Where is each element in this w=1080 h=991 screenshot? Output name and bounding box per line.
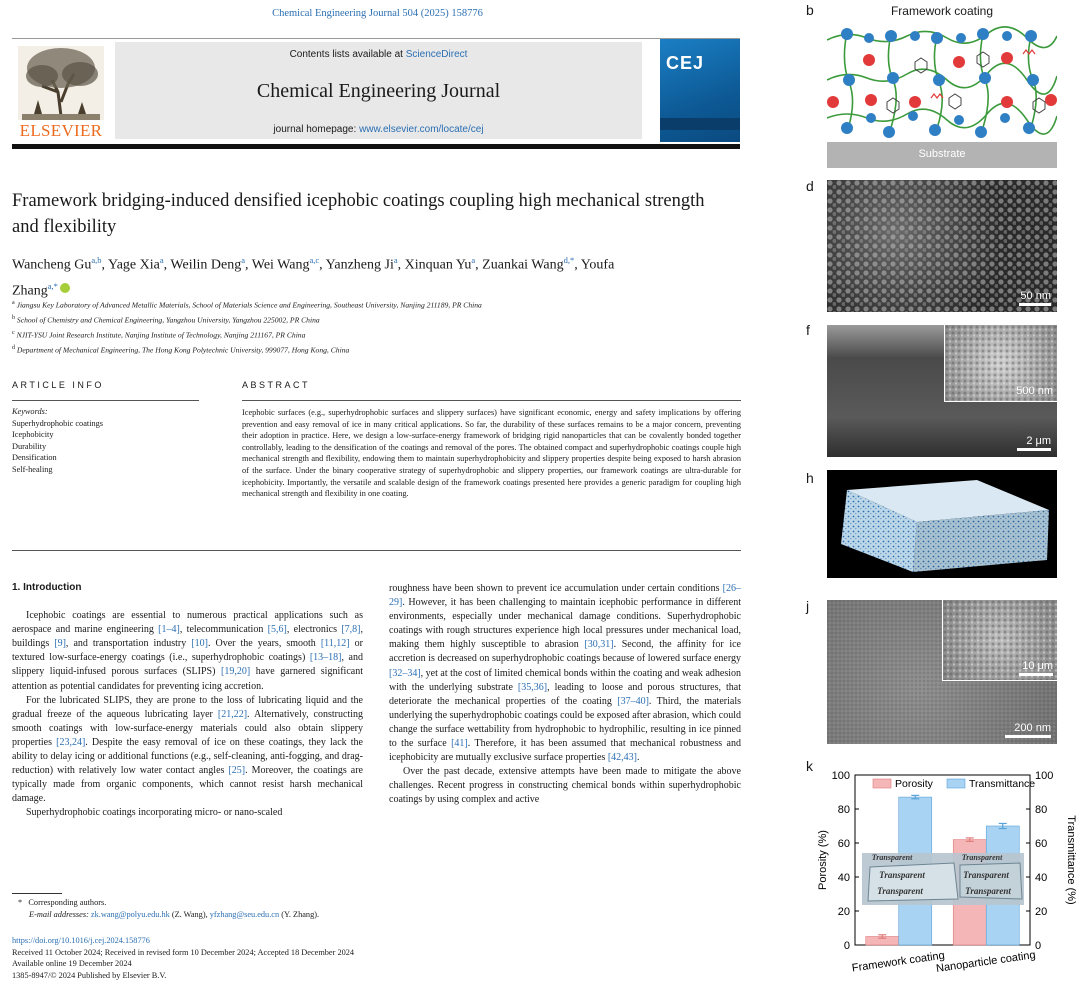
reference-link[interactable]: [10] <box>191 638 208 650</box>
reference-link[interactable]: [5,6] <box>267 624 287 636</box>
author-affiliation-mark[interactable]: a,c <box>309 255 320 265</box>
paragraph-text: , leading to loose and porous structures, that deteriorate the mechanical properties of the coating <box>389 681 741 707</box>
paragraph-text: Over the past decade, extensive attempts have been made to mitigate the above challenges. Recent progress in constructing chemical bonds within superhydrophobic coatings by using complex and active <box>389 766 741 806</box>
paragraph <box>12 609 363 694</box>
tem-image <box>827 180 1057 312</box>
author-affiliation-mark[interactable]: a <box>159 255 164 265</box>
affiliation-mark: d <box>12 345 15 352</box>
paragraph-text: . Over the years, smooth <box>207 638 321 650</box>
author-affiliation-mark[interactable]: d,* <box>563 255 575 265</box>
paragraph-text: , electronics <box>286 624 342 636</box>
author-name[interactable]: Youfa Zhang <box>12 257 615 299</box>
panel-f-inset-scale-label: 500 nm <box>1016 385 1053 397</box>
body-column-left <box>12 581 363 821</box>
paragraph-text: . Third, the materials underlying the superhydrophobic coatings could be exposed after abrasion, which could change the surface wettability from hydrophobic to hydrophilic, resulting in ice pinned to the surface <box>389 695 741 750</box>
affiliation-mark: a <box>12 300 15 306</box>
author-name[interactable]: Yanzheng Ji <box>325 257 394 273</box>
transparent-label: Transparent <box>963 870 1009 880</box>
article-info-rule <box>12 400 199 401</box>
affiliation-text: NJIT-YSU Joint Research Institute, Nanjing Institute of Technology, Nanjing 211167, PR China <box>16 330 306 340</box>
keyword-item: Densification <box>12 453 57 463</box>
journal-cover[interactable] <box>660 39 740 142</box>
copyright: 1385-8947/© 2024 Published by Elsevier B.V. <box>12 970 167 980</box>
panel-j-inset-scale-label: 10 μm <box>1022 660 1053 672</box>
author-name[interactable]: Yage Xia <box>108 257 160 273</box>
paragraph <box>389 582 741 765</box>
author-name[interactable]: Weilin Deng <box>170 257 242 273</box>
paragraph <box>12 806 363 820</box>
paragraph-text: . Second, the affinity for ice accretion is decreased on superhydrophobic coatings because of lowered surface energy <box>389 639 741 665</box>
email-label: E-mail addresses: <box>29 910 91 919</box>
available-online: Available online 19 December 2024 <box>12 959 132 968</box>
homepage-link[interactable]: www.elsevier.com/locate/cej <box>359 124 484 135</box>
author-separator: , <box>163 257 171 273</box>
affiliation-item <box>12 297 712 312</box>
panel-d-scale <box>1019 290 1051 306</box>
footnote-label: Corresponding authors. <box>28 898 107 907</box>
author-name[interactable]: Wei Wang <box>251 257 310 273</box>
affiliation-item <box>12 342 712 357</box>
column-left-text <box>12 609 363 820</box>
transparent-label: Transparent <box>877 886 923 896</box>
keyword-list <box>12 418 199 476</box>
reference-link[interactable]: [25] <box>228 765 246 777</box>
reference-link[interactable]: [7,8] <box>341 624 361 636</box>
affiliation-mark: c <box>12 330 15 337</box>
figure-column <box>800 0 1080 991</box>
author-name[interactable]: Xinquan Yu <box>404 257 472 273</box>
author-separator: , <box>574 257 581 273</box>
reference-link[interactable]: [11,12] <box>320 638 350 650</box>
panel-f-scale <box>1017 435 1051 451</box>
panel-j-scale <box>1005 722 1051 738</box>
reference-link[interactable]: [42,43] <box>607 752 637 764</box>
abstract-text: Icephobic surfaces (e.g., superhydrophobic surfaces and slippery surfaces) have significant economic, energy and safety implications by offering prevention and easy removal of ice in many critical applications. So far, the durability of these surfaces remains to be a major concern, preventing their adoption in practice. Here, we design a low-surface-energy framework of bridging rigid nanoparticles that can be covalently bonded together controllably, leading to the densification of the coatings and removal of the pores. The obtained compact and superhydrophobic coatings couple high mechanical strength and flexibility, endowing them to maintain superhydrophobicity and slippery properties despite being exposed to harsh abrasion of the surface. Under the binary cooperative strategy of superhydrophobic and slippery properties, our framework coatings are ultra-durable for icephobicity. Importantly, the versatile and scalable design of the framework coatings presented here provides a generic paradigm for coupling high mechanical strength and flexibility in one coating. <box>242 408 741 499</box>
column-right-text <box>389 582 741 808</box>
transparent-label: Transparent <box>871 853 913 862</box>
panel-h-letter: h <box>806 470 814 486</box>
orcid-icon[interactable] <box>60 283 70 293</box>
email-owner-wang: (Z. Wang), <box>169 910 210 919</box>
footnote-rule <box>12 893 62 894</box>
y-tick-label: 80 <box>837 804 850 816</box>
cover-label: CEJ <box>666 53 705 73</box>
author-separator: , <box>244 257 252 273</box>
panel-j-letter: j <box>806 598 810 614</box>
author-affiliation-mark[interactable]: a,* <box>47 280 58 291</box>
paragraph-text: , and slippery liquid-infused porous surfaces (SLIPS) <box>12 652 363 678</box>
legend-label-porosity: Porosity <box>895 778 933 790</box>
reference-link[interactable]: [26–29] <box>389 583 741 609</box>
panel-j-inset-scale-bar <box>1019 673 1053 676</box>
transparent-label: Transparent <box>965 886 1011 896</box>
keywords-label: Keywords: <box>12 407 48 416</box>
reference-link[interactable]: [41] <box>451 738 468 750</box>
paragraph-text: For the lubricated SLIPS, they are prone to the loss of lubricating liquid and the gradual freeze of the aqueous lubricating layer <box>12 694 363 720</box>
y2-tick-label: 40 <box>1035 872 1048 884</box>
legend-swatch-porosity <box>873 779 891 788</box>
paragraph-text: have garnered significant attention as potential candidates for preventing icing accretion. <box>12 666 363 692</box>
transparent-label: Transparent <box>961 853 1003 862</box>
contents-prefix: Contents lists available at <box>289 49 406 60</box>
sciencedirect-link[interactable]: ScienceDirect <box>405 49 468 60</box>
reference-link[interactable]: [32–34] <box>389 667 421 679</box>
reference-link[interactable]: [9] <box>54 638 66 650</box>
footnotes <box>12 897 612 921</box>
transparent-label: Transparent <box>879 870 925 880</box>
paragraph <box>389 765 741 807</box>
homepage-prefix: journal homepage: <box>273 124 360 135</box>
reference-link[interactable]: [19,20] <box>221 666 251 678</box>
journal-name: Chemical Engineering Journal <box>256 80 501 102</box>
x-category-label: Nanoparticle coating <box>935 949 1037 975</box>
reference-link[interactable]: [37–40] <box>617 695 649 707</box>
panel-f-scale-bar <box>1017 448 1051 451</box>
y-tick-label: 0 <box>843 940 850 952</box>
doi-link[interactable]: https://doi.org/10.1016/j.cej.2024.158776 <box>12 936 150 945</box>
author-separator: , <box>475 257 483 273</box>
paragraph-text: Icephobic coatings are essential to numerous practical applications such as aerospace and marine engineering <box>12 610 363 636</box>
reference-link[interactable]: [13–18] <box>309 652 342 664</box>
y2-tick-label: 100 <box>1035 770 1054 782</box>
paragraph <box>12 694 363 807</box>
footnote-mark: * <box>18 898 23 907</box>
journal-header <box>12 38 740 149</box>
paragraph-text: . Despite the easy removal of ice on these coatings, they lack the ability to delay icing or additional functions (e.g., self-cleaning, anti-fogging, and drag-reduction) with relatively low water contact angles <box>12 736 363 777</box>
sem-cross-section <box>827 325 1057 457</box>
affiliation-list <box>12 297 712 357</box>
legend-label-transmittance: Transmittance <box>969 778 1036 790</box>
author-name[interactable]: Wancheng Gu <box>12 257 92 273</box>
author-affiliation-mark[interactable]: a <box>241 255 245 265</box>
reference-link[interactable]: [35,36] <box>517 681 548 693</box>
paragraph-text: or textured low-surface-energy coatings (i.e., superhydrophobic coatings) <box>12 638 363 664</box>
3d-reconstruction <box>827 470 1057 578</box>
paragraph-text: , telecommunication <box>179 624 268 636</box>
contents-line <box>115 49 642 60</box>
y2-tick-label: 0 <box>1035 940 1042 952</box>
author-separator: , <box>397 257 405 273</box>
panel-j-scale-bar <box>1005 735 1051 738</box>
paragraph-text: Superhydrophobic coatings incorporating micro- or nano-scaled <box>26 807 283 819</box>
elsevier-wordmark: ELSEVIER <box>19 121 103 140</box>
panel-f-scale-label: 2 μm <box>1026 435 1051 447</box>
author-list <box>12 250 632 301</box>
affiliation-mark: b <box>12 315 15 322</box>
y-axis-label: Porosity (%) <box>817 830 829 890</box>
panel-f-inset-scale <box>1016 385 1053 397</box>
y2-axis-label: Transmittance (%) <box>1065 815 1077 905</box>
keyword-item: Superhydrophobic coatings <box>12 418 104 428</box>
panel-b-letter: b <box>806 2 814 18</box>
homepage-line <box>115 124 642 135</box>
paragraph-text: . <box>636 752 640 764</box>
y-tick-label: 20 <box>837 906 850 918</box>
sem-surface <box>827 600 1057 744</box>
substrate-label: Substrate <box>918 148 966 160</box>
panel-j-inset <box>942 600 1057 681</box>
panel-f-letter: f <box>806 322 810 338</box>
y2-tick-label: 80 <box>1035 804 1048 816</box>
abstract-heading: ABSTRACT <box>242 380 311 390</box>
section-heading-introduction: 1. Introduction <box>12 582 82 593</box>
abstract-rule <box>242 400 741 401</box>
y2-tick-label: 20 <box>1035 906 1048 918</box>
email-link-wang[interactable]: zk.wang@polyu.edu.hk <box>90 910 170 919</box>
author-separator: , <box>319 257 326 273</box>
reference-link[interactable]: [23,24] <box>56 736 86 748</box>
y-tick-label: 40 <box>837 872 850 884</box>
author-separator: , <box>101 257 108 273</box>
panel-j-scale-label: 200 nm <box>1014 722 1051 734</box>
affiliation-text: School of Chemistry and Chemical Engineering, Yangzhou University, Yangzhou 225002, PR China <box>16 315 320 325</box>
porosity-transmittance-chart <box>800 755 1080 991</box>
email-owner-zhang: (Y. Zhang). <box>279 910 320 919</box>
paragraph-text: . Alternatively, constructing smooth coatings with low-surface-energy materials could also obtain slippery properties <box>12 708 363 748</box>
panel-j-inset-scale <box>1019 660 1053 676</box>
reference-link[interactable]: [21,22] <box>217 708 248 720</box>
keywords-block <box>12 406 199 476</box>
journal-banner <box>115 42 642 139</box>
author-name[interactable]: Zuankai Wang <box>482 257 564 273</box>
article-title: Framework bridging-induced densified icephobic coatings coupling high mechanical strength and flexibility <box>12 191 705 237</box>
panel-d-scale-bar <box>1019 303 1051 306</box>
author-affiliation-mark[interactable]: a,b <box>91 255 102 265</box>
email-link-zhang[interactable]: yfzhang@seu.edu.cn <box>209 910 280 919</box>
affiliation-text: Jiangsu Key Laboratory of Advanced Metallic Materials, School of Materials Science and Engineering, Southeast University, Nanjing 211189, PR China <box>16 300 482 310</box>
author-affiliation-mark[interactable]: a <box>393 255 398 265</box>
paragraph-text: roughness have been shown to prevent ice accumulation under certain conditions <box>389 583 723 594</box>
paragraph-text: . Moreover, the coatings are typically made from organic components, which cannot resist harsh mechanical damage. <box>12 765 363 805</box>
journal-citation[interactable]: Chemical Engineering Journal 504 (2025) 158776 <box>272 8 483 19</box>
body-column-right <box>389 582 741 808</box>
header-rule <box>12 144 740 149</box>
keyword-item: Self-healing <box>12 464 53 474</box>
panel-d-scale-label: 50 nm <box>1020 290 1051 302</box>
paragraph-text: , and transportation industry <box>65 638 192 650</box>
article-history <box>12 935 612 981</box>
x-category-label: Framework coating <box>851 949 946 975</box>
panel-d-letter: d <box>806 178 814 194</box>
affiliation-item <box>12 312 712 327</box>
author-affiliation-mark[interactable]: a <box>471 255 476 265</box>
blue-nanoparticles <box>841 28 1039 138</box>
keyword-item: Durability <box>12 441 47 451</box>
panel-f-inset <box>944 325 1057 402</box>
affiliation-text: Department of Mechanical Engineering, The Hong Kong Polytechnic University, 999077, Hong Kong, China <box>16 345 350 355</box>
paragraph-text: . Therefore, it has been assumed that mechanical robustness and icephobicity are mutually exclusive surface properties <box>389 738 741 764</box>
y-tick-label: 60 <box>837 838 850 850</box>
article-info-heading: ARTICLE INFO <box>12 380 104 390</box>
y2-tick-label: 60 <box>1035 838 1048 850</box>
reference-link[interactable]: [30,31] <box>584 639 614 651</box>
reference-link[interactable]: [1–4] <box>158 624 180 636</box>
paragraph-text: , yet at the cost of limited chemical bonds within the coating and weak adhesion with the underlying substrate <box>389 667 741 693</box>
legend-swatch-transmittance <box>947 779 965 788</box>
paragraph-text: , buildings <box>12 624 364 650</box>
keyword-item: Icephobicity <box>12 430 54 440</box>
y-tick-label: 100 <box>831 770 850 782</box>
3d-block <box>827 470 1057 578</box>
panel-k-letter: k <box>806 758 813 774</box>
cover-stripe <box>660 118 740 130</box>
panel-b-title: Framework coating <box>890 4 994 18</box>
abstract-bottom-rule <box>12 550 741 551</box>
paragraph-text: . However, it has been challenging to maintain icephobic performance in different environments, especially under mechanical damage conditions. Superhydrophobic coatings with rough structures experience high local pressures under mechanical load, making them highly susceptible to abrasion <box>389 597 741 651</box>
affiliation-item <box>12 327 712 342</box>
received-dates: Received 11 October 2024; Received in revised form 10 December 2024; Accepted 18 December 2024 <box>12 947 355 957</box>
